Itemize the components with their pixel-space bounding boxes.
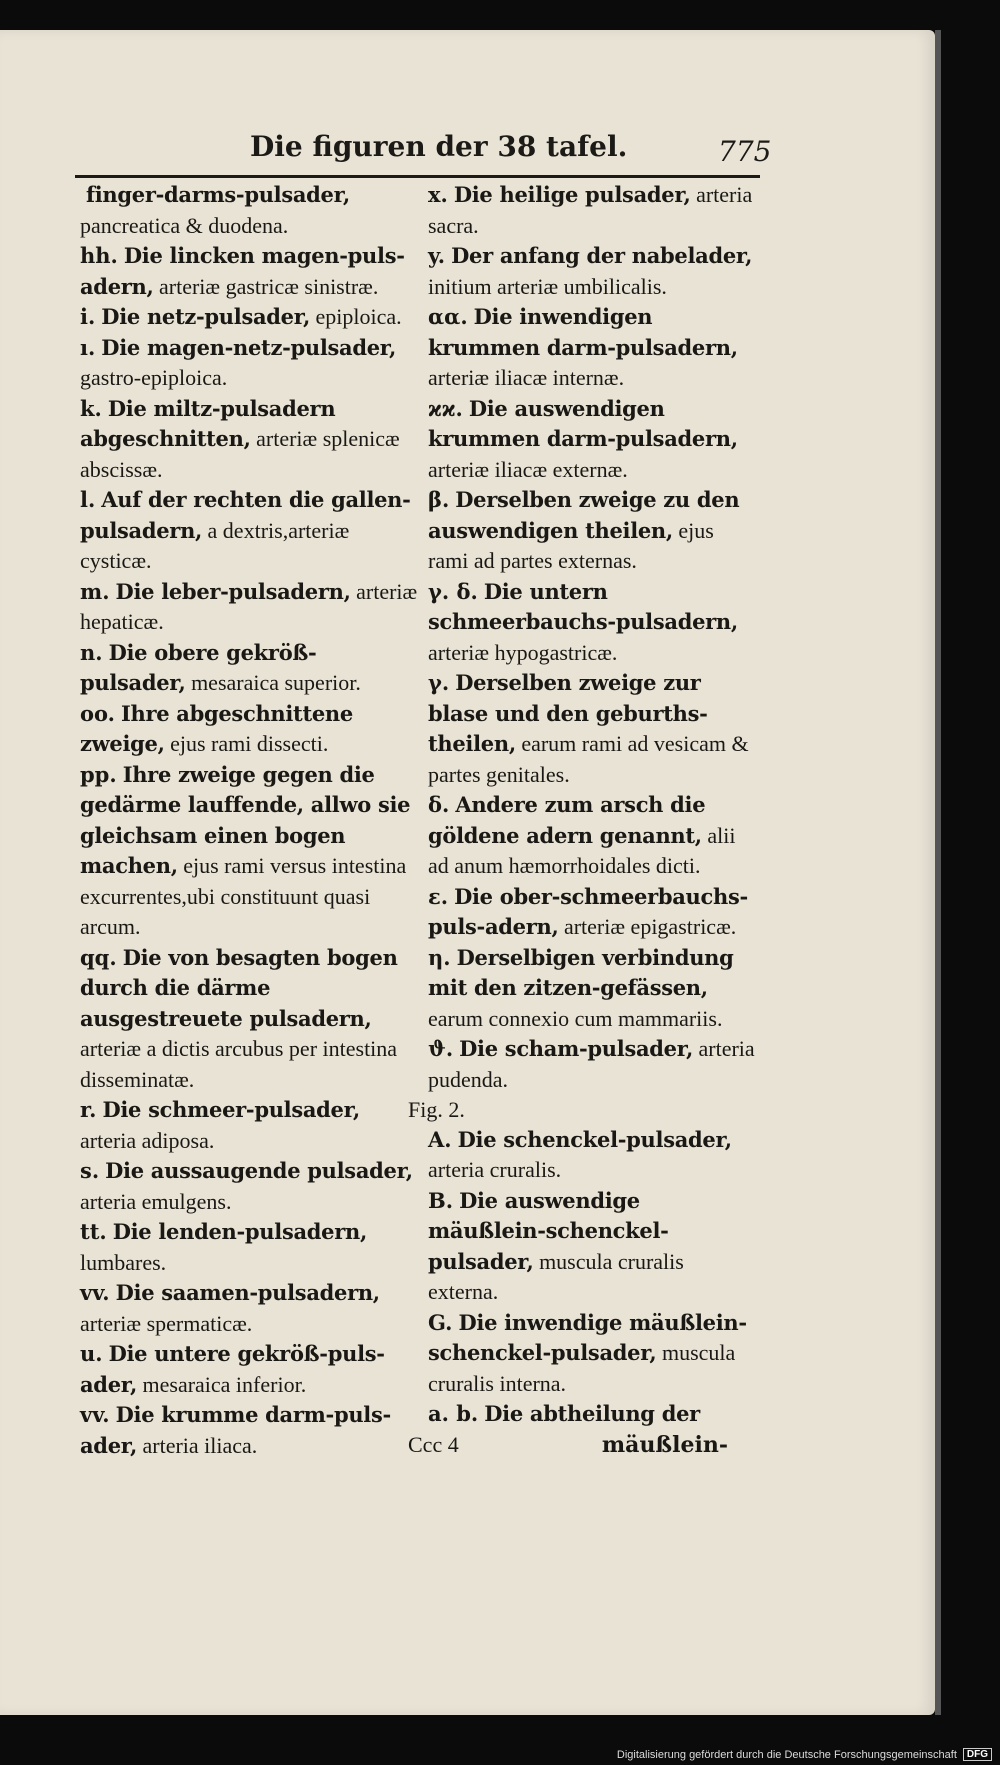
right-column [408,180,758,1460]
entry-latin-text: initium arteriæ umbilicalis. [428,273,667,299]
dfg-logo: DFG [963,1748,992,1761]
legend-entry [408,790,758,882]
entry-latin-text: epiploica. [309,304,402,329]
legend-entry [60,241,420,302]
entry-marker: G. [428,1309,453,1335]
entry-german-text: Die schenckel-pulsader, [457,1126,732,1152]
entry-marker: qq. [80,944,117,970]
entry-latin-text: arteria pudenda. [428,1036,755,1092]
entry-latin-text: arteriæ epigastricæ. [558,914,737,939]
legend-entry [60,1095,420,1156]
entry-german-text: Die von besagten bogen durch die därme ausgestreuete pulsadern, [80,944,398,1031]
entry-marker: ϰϰ. [428,395,463,421]
entry-latin-text: mesaraica superior. [185,670,361,695]
entry-marker: β. [428,487,450,512]
left-column [60,180,420,1461]
legend-entry [408,1034,758,1095]
entry-latin-text: arteriæ iliacæ internæ. [428,365,625,390]
entry-german-text: Die scham-pulsader, [459,1036,693,1061]
entry-german-text: Die krumme darm-puls-ader, [80,1402,391,1458]
legend-entry [408,882,758,943]
legend-entry [408,302,758,394]
entry-latin-text: arteriæ iliacæ externæ. [428,456,628,482]
fig-2-entries [408,1125,758,1430]
page-number: 775 [718,135,772,168]
entry-latin-text: alii ad anum hæmorrhoidales dicti. [428,822,736,878]
entry-german-text: Die untern schmeerbauchs-pulsadern, [428,578,738,634]
legend-entry [60,394,420,486]
entry-marker: ϑ. [428,1036,454,1061]
entry-marker: n. [80,639,103,665]
entry-marker: r. [80,1097,97,1122]
entry-latin-text: pancreatica & duodena. [80,212,289,238]
entry-german-text: Die untere gekröß-puls-ader, [80,1341,385,1397]
entry-latin-text: arteriæ hypogastricæ. [428,639,618,665]
entry-german-text: Auf der rechten die gallen-pulsadern, [80,487,411,543]
legend-entry [408,1186,758,1308]
entry-marker: i. [80,304,96,329]
entry-marker: x. [428,182,448,207]
entry-latin-text: earum connexio cum mammariis. [428,1005,723,1031]
entry-german-text: finger-darms-pulsader, [86,182,350,207]
legend-entry [60,699,420,760]
entry-latin-text: arteriæ hepaticæ. [80,578,418,634]
entry-german-text: Die ober-schmeerbauchs-puls-adern, [428,883,748,939]
entry-latin-text: muscula cruralis interna. [428,1340,736,1396]
entry-marker: ε. [428,883,449,909]
entry-german-text: Die abtheilung der [484,1401,700,1426]
digitization-credit [617,1748,992,1761]
legend-entry [60,1400,420,1461]
entry-german-text: Andere zum arsch die göldene adern genannt, [428,792,706,848]
entry-german-text: Derselben zweige zu den auswendigen theilen, [428,487,740,543]
entry-german-text: Die obere gekröß-pulsader, [80,639,317,695]
legend-entry [60,180,420,241]
legend-entry [408,241,758,302]
entry-german-text: Ihre abgeschnittene zweige, [80,700,353,756]
entry-marker: u. [80,1341,103,1366]
legend-entry [408,1125,758,1186]
header-rule [75,175,760,178]
fig-2-heading: Fig. 2. [408,1097,465,1122]
legend-entry [408,943,758,1035]
entry-german-text: Die lenden-pulsadern, [112,1219,367,1244]
entry-german-text: Die inwendigen krummen darm-pulsadern, [428,304,738,360]
entry-german-text: Die auswendigen krummen darm-pulsadern, [428,395,738,451]
entry-latin-text: arteriæ a dictis arcubus per intestina disseminatæ. [80,1036,398,1092]
entry-german-text: Derselben zweige zur blase und den geburths-theilen, [428,670,708,756]
legend-entry [60,577,420,638]
legend-entry [60,1156,420,1217]
entry-german-text: Die leber-pulsadern, [115,578,351,604]
entry-marker: a. b. [428,1401,479,1426]
entry-latin-text: arteria emulgens. [80,1188,232,1214]
legend-entry [60,943,420,1096]
credit-text: Digitalisierung gefördert durch die Deutsche Forschungsgemeinschaft [616,1748,957,1761]
legend-entry [408,1308,758,1400]
entry-marker: vv. [80,1402,110,1427]
entry-marker: ı. [80,334,96,360]
entry-german-text: Die aussaugende pulsader, [105,1158,413,1183]
entry-german-text: Die inwendige mäußlein-schenckel-pulsader, [428,1309,747,1365]
page-edge [935,30,941,1715]
entry-marker: γ. [428,670,450,695]
running-title: Die figuren der 38 tafel. [250,130,628,163]
legend-entry [60,302,420,333]
entry-latin-text: arteria adiposa. [80,1127,215,1153]
legend-entry [60,1278,420,1339]
entry-marker: pp. [80,761,117,787]
entry-german-text: Die auswendige mäußlein-schenckel-pulsader, [428,1187,669,1274]
entry-marker: tt. [80,1219,107,1244]
entry-latin-text: lumbares. [80,1249,167,1275]
page-footer [408,1430,728,1460]
entry-marker: δ. [428,792,450,817]
legend-entry [60,760,420,943]
entry-marker: η. [428,944,451,970]
legend-entry [408,577,758,669]
right-entries [408,180,758,1095]
entry-marker: A. [428,1126,452,1152]
entry-german-text: Derselbigen verbindung mit den zitzen-gefässen, [428,944,734,1000]
entry-latin-text: muscula cruralis externa. [428,1248,684,1304]
entry-latin-text: gastro-epiploica. [80,365,228,390]
entry-latin-text: ejus rami versus intestina excurrentes,ubi constituunt quasi arcum. [80,853,407,939]
legend-entry [408,394,758,486]
legend-entry [60,333,420,394]
entry-german-text: Die schmeer-pulsader, [102,1097,360,1122]
signature-mark: Ccc 4 [408,1431,459,1457]
legend-entry [60,638,420,699]
entry-marker: B. [428,1187,454,1213]
entry-latin-text: a dextris,arteriæ cysticæ. [80,517,350,573]
entry-marker: y. [428,243,446,268]
entry-german-text: Der anfang der nabelader, [451,243,753,268]
entry-german-text: Die heilige pulsader, [453,182,691,207]
entry-german-text: Die lincken magen-puls-adern, [80,243,405,299]
entry-latin-text: ejus rami dissecti. [164,731,329,756]
entry-german-text: Die saamen-pulsadern, [115,1280,380,1305]
entry-german-text: Ihre zweige gegen die gedärme lauffende, allwo sie gleichsam einen bogen machen, [80,761,411,878]
entry-latin-text: mesaraica inferior. [137,1371,307,1397]
entry-latin-text: arteria cruralis. [428,1157,562,1182]
legend-entry [408,180,758,241]
entry-marker: m. [80,578,110,604]
entry-marker: γ. δ. [428,578,478,604]
legend-entry [408,668,758,790]
entry-german-text: Die miltz-pulsadern abgeschnitten, [80,395,336,451]
entry-german-text: Die netz-pulsader, [101,304,310,329]
entry-german-text: Die magen-netz-pulsader, [101,334,397,360]
legend-entry [60,1217,420,1278]
entry-marker: αα. [428,304,468,329]
entry-latin-text: ejus rami ad partes externas. [428,517,714,573]
legend-entry [60,485,420,577]
entry-marker: oo. [80,700,115,726]
entry-marker: l. [80,487,96,512]
entry-latin-text: arteriæ splenicæ abscissæ. [80,426,400,482]
catchword: mäußlein- [601,1431,728,1458]
legend-entry [60,1339,420,1400]
entry-marker: hh. [80,243,118,268]
legend-entry [408,1399,758,1430]
legend-entry [408,485,758,577]
entry-latin-text: arteriæ spermaticæ. [80,1310,253,1336]
entry-marker: vv. [80,1280,110,1305]
entry-latin-text: arteria iliaca. [137,1432,258,1458]
entry-marker: k. [80,395,102,421]
entry-latin-text: arteria sacra. [428,182,753,238]
entry-marker: s. [80,1158,100,1183]
entry-latin-text: earum rami ad vesicam & partes genitales. [428,731,749,787]
entry-latin-text: arteriæ gastricæ sinistræ. [153,273,379,299]
